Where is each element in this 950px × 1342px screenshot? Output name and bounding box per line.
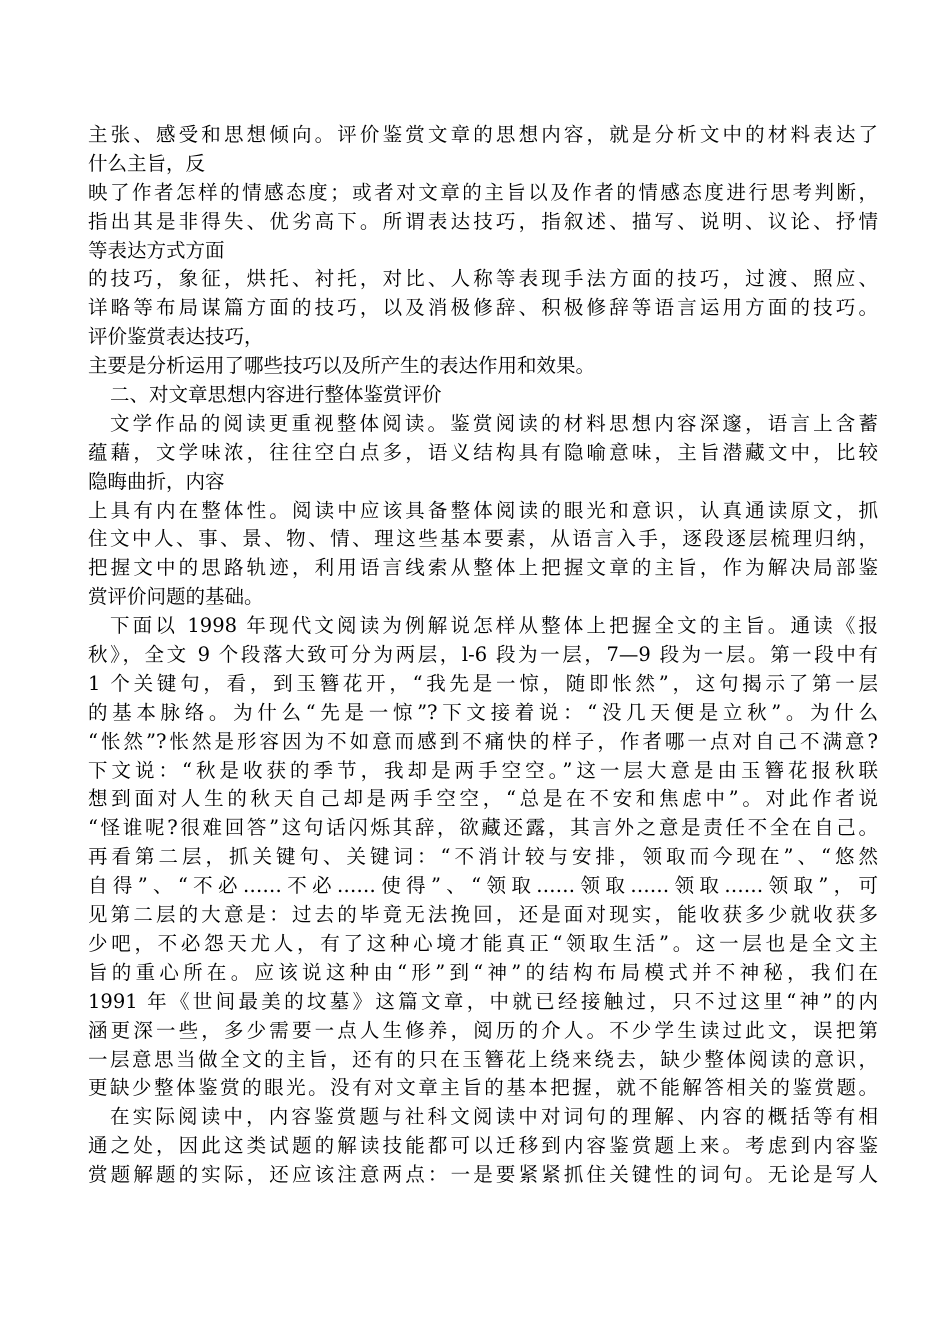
text-line: 的基本脉络。为什么“先是一惊”?下文接着说：“没几天便是立秋”。为什么 — [88, 700, 878, 724]
text-line: 评价鉴赏表达技巧， — [88, 325, 264, 349]
text-line: 住文中人、事、景、物、情、理这些基本要素，从语言入手，逐段逐层梳理归纳， — [88, 527, 878, 551]
text-line: 映了作者怎样的情感态度；或者对文章的主旨以及作者的情感态度进行思考判断， — [88, 180, 878, 204]
text-line: 更缺少整体鉴赏的眼光。没有对文章主旨的基本把握，就不能解答相关的鉴赏题。 — [88, 1076, 878, 1100]
text-line: 一层意思当做全文的主旨，还有的只在玉簪花上绕来绕去，缺少整体阅读的意识， — [88, 1047, 878, 1071]
section-heading: 二、对文章思想内容进行整体鉴赏评价 — [110, 383, 442, 407]
text-line: 赏评价问题的基础。 — [88, 585, 264, 609]
paragraph-first-line: 文学作品的阅读更重视整体阅读。鉴赏阅读的材料思想内容深邃，语言上含蓄 — [110, 411, 878, 435]
text-line: 指出其是非得失、优劣高下。所谓表达技巧，指叙述、描写、说明、议论、抒情 — [88, 209, 878, 233]
text-line: “怪谁呢?很难回答”这句话闪烁其辞，欲藏还露，其言外之意是责任不全在自己。 — [88, 816, 878, 840]
text-line: 自得”、“不必……不必……使得”、“领取……领取……领取……领取”，可 — [88, 874, 878, 898]
text-line: 少吧，不必怨天尤人，有了这种心境才能真正“领取生活”。这一层也是全文主 — [88, 931, 878, 955]
paragraph-first-line: 在实际阅读中，内容鉴赏题与社科文阅读中对词句的理解、内容的概括等有相 — [110, 1105, 878, 1129]
text-line: 等表达方式方面 — [88, 238, 225, 262]
text-line: 把握文中的思路轨迹，利用语言线索从整体上把握文章的主旨，作为解决局部鉴 — [88, 556, 878, 580]
text-line: 见第二层的大意是：过去的毕竟无法挽回，还是面对现实，能收获多少就收获多 — [88, 903, 878, 927]
document-body — [88, 121, 878, 1190]
text-line: 涵更深一些，多少需要一点人生修养，阅历的介人。不少学生读过此文，误把第 — [88, 1018, 878, 1042]
text-line: 隐晦曲折，内容 — [88, 469, 225, 493]
text-line: 蕴藉，文学味浓，往往空白点多，语义结构具有隐喻意味，主旨潜藏文中，比较 — [88, 440, 878, 464]
text-line: 赏题解题的实际，还应该注意两点：一是要紧紧抓住关键性的词句。无论是写人 — [88, 1163, 878, 1187]
text-line: 通之处，因此这类试题的解读技能都可以迁移到内容鉴赏题上来。考虑到内容鉴 — [88, 1134, 878, 1158]
text-line: 秋》，全文 9 个段落大致可分为两层，l-6 段为一层，7—9 段为一层。第一段中有 — [88, 643, 878, 667]
text-line: 主张、感受和思想倾向。评价鉴赏文章的思想内容，就是分析文中的材料表达了 — [88, 123, 878, 146]
text-line: 上具有内在整体性。阅读中应该具备整体阅读的眼光和意识，认真通读原文，抓 — [88, 498, 878, 522]
text-line: 想到面对人生的秋天自己却是两手空空，“总是在不安和焦虑中”。对此作者说 — [88, 787, 878, 811]
text-line: 1991 年《世间最美的坟墓》这篇文章，中就已经接触过，只不过这里“神”的内 — [88, 989, 878, 1013]
text-line: 详略等布局谋篇方面的技巧，以及消极修辞、积极修辞等语言运用方面的技巧。 — [88, 296, 878, 320]
text-line: 再看第二层，抓关键句、关键词：“不消计较与安排，领取而今现在”、“悠然 — [88, 845, 878, 869]
text-line: 1 个关键句，看，到玉簪花开，“我先是一惊，随即怅然”，这句揭示了第一层 — [88, 671, 878, 695]
text-line: 旨的重心所在。应该说这种由“形”到“神”的结构布局模式并不神秘，我们在 — [88, 960, 878, 984]
text-line: 下文说：“秋是收获的季节，我却是两手空空。”这一层大意是由玉簪花报秋联 — [88, 758, 878, 782]
text-line: “怅然”?怅然是形容因为不如意而感到不痛快的样子，作者哪一点对自己不满意? — [88, 729, 878, 753]
text-line: 主要是分析运用了哪些技巧以及所产生的表达作用和效果。 — [88, 354, 596, 378]
text-line: 的技巧，象征，烘托、衬托，对比、人称等表现手法方面的技巧，过渡、照应、 — [88, 267, 878, 291]
text-line: 什么主旨，反 — [88, 151, 206, 175]
paragraph-first-line: 下面以 1998 年现代文阅读为例解说怎样从整体上把握全文的主旨。通读《报 — [110, 614, 878, 638]
